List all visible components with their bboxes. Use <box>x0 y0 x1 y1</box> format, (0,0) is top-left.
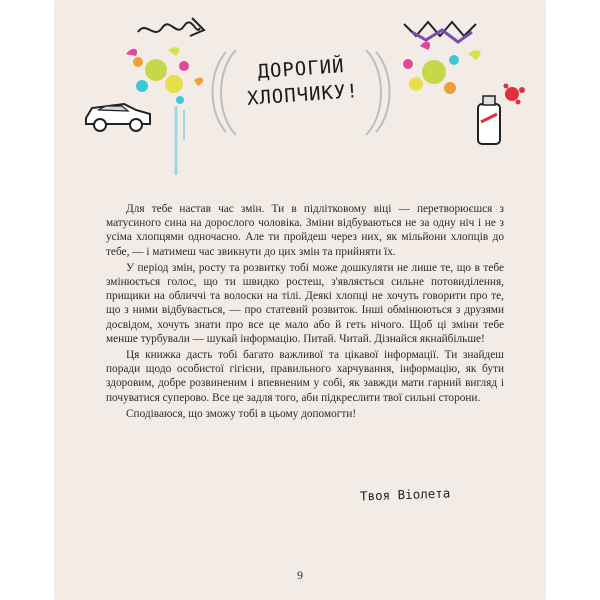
circle-decoration <box>133 57 143 67</box>
car-icon <box>86 104 150 131</box>
leaf-decoration <box>468 50 481 60</box>
leaf-decoration <box>420 42 430 50</box>
book-page <box>56 0 544 600</box>
paragraph: Ця книжка дасть тобі багато важливої та цікавої інформації. Ти знайдеш поради щодо особистої гігієни, правильного харчування, інформацію, як бути здоровим, добре розвиненим і впевненим у собі, як завжди мати гарний вигляд і почуватися суперово. Все це задля того, аби підкреслити твої сильні сторони. <box>106 349 504 404</box>
circle-decoration <box>179 61 189 71</box>
title-line-2: ХЛОПЧИКУ! <box>246 80 360 110</box>
leaf-decoration <box>194 78 203 86</box>
paint-splash-icon <box>504 84 526 105</box>
scribble-decoration <box>404 22 476 42</box>
scribble-decoration <box>138 18 204 36</box>
page-title <box>230 51 373 113</box>
paragraph: Для тебе настав час змін. Ти в підлітковому віці — перетворюєшся з матусиного сина на дорослого чоловіка. Зміни відбуваються не за одну ніч і не з усіма хлопцями одночасно. Але ти пройдеш через них, як мільйони хлопців до тебе, — і матимеш час звикнути до цих змін та прийняти їх. <box>106 203 504 258</box>
right-decoration <box>386 10 536 150</box>
paragraph: Сподіваюся, що зможу тобі в цьому допомогти! <box>126 407 357 420</box>
circle-decoration <box>449 55 459 65</box>
circle-decoration <box>176 96 184 104</box>
left-decoration <box>76 10 226 180</box>
paragraph: У період змін, росту та розвитку тобі може дошкуляти не лише те, що в тебе змінюється голос, що ти швидко ростеш, з'являється сильне потовиділення, прищики на обличчі та волоски на тілі. Деякі хлопці не хочуть говорити про те, що з ними відбувається, — про статевий розвиток. Інші обмінюються з друзями досвідом, хочуть знати про все це мало або й геть нічого. Щоб ці зміни тебе менше турбували — шукай інформацію. Питай. Читай. Дізнайся якнайбільше! <box>106 261 504 345</box>
leaf-decoration <box>126 49 137 56</box>
page-number: 9 <box>297 568 303 582</box>
circle-decoration <box>145 59 167 81</box>
spray-can-icon <box>478 96 500 144</box>
circle-decoration <box>403 59 413 69</box>
body-text <box>106 202 504 423</box>
circle-decoration <box>165 75 183 93</box>
title-line-1: ДОРОГИЙ <box>256 55 346 84</box>
circle-decoration <box>422 60 446 84</box>
leaf-decoration <box>168 47 179 56</box>
circle-decoration <box>136 80 148 92</box>
circle-decoration <box>444 82 456 94</box>
circle-decoration <box>409 77 423 91</box>
signature: Твоя Віолета <box>359 485 451 504</box>
